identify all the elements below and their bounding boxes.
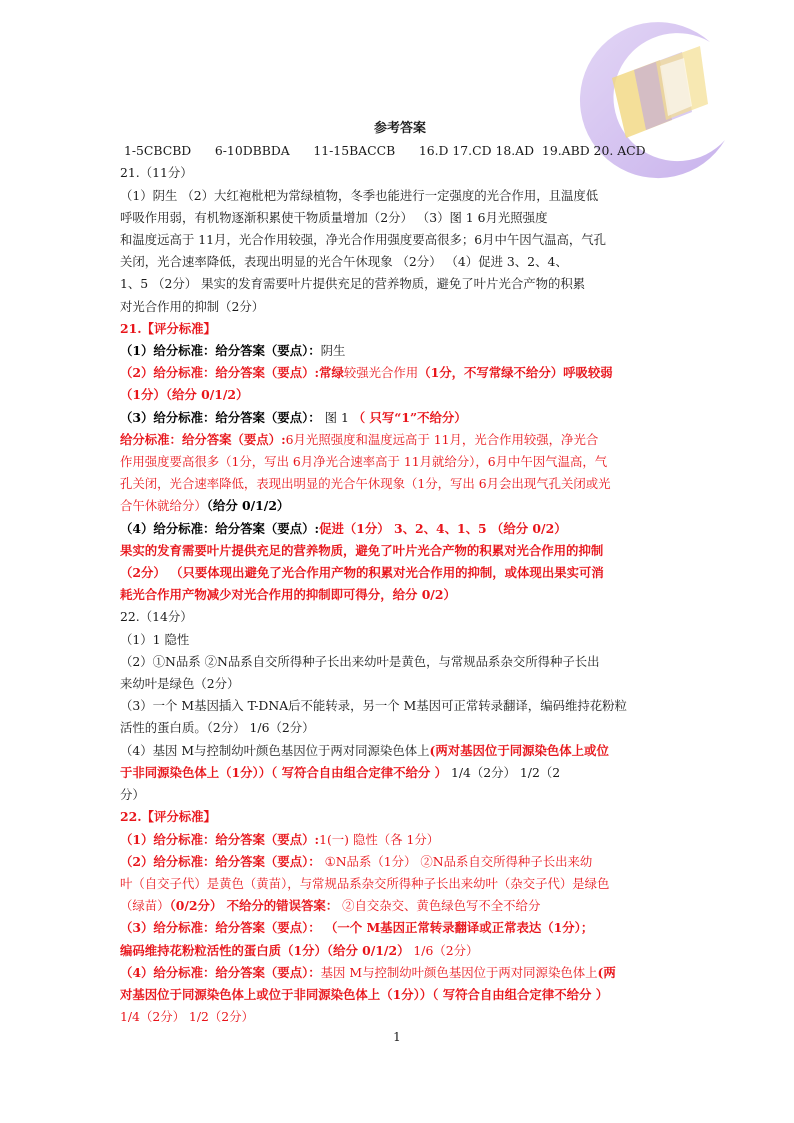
q22-line: （2）①N品系 ②N品系自交所得种子长出来幼叶是黄色，与常规品系杂交所得种子长出 (120, 653, 600, 669)
q21-line: 1、5 （2分） 果实的发育需要叶片提供充足的营养物质，避免了叶片光合产物的积累 (120, 276, 586, 292)
s21-part4-line: 果实的发育需要叶片提供充足的营养物质，避免了叶片光合产物的积累对光合作用的抑制 (120, 542, 604, 558)
q22-line: 来幼叶是绿色（2分） (120, 676, 240, 692)
criteria-label: （1）给分标准：给分答案（要点）: (120, 831, 320, 847)
s21-heading: 21.【评分标准】 (120, 320, 216, 336)
criteria-answer: （绿苗） (120, 898, 170, 914)
s21-part2-cont: （1分）（给分 0/1/2） (120, 387, 249, 403)
criteria-label: （3）给分标准：给分答案（要点）： (120, 409, 321, 425)
s22-part2-line: 叶（自交子代）是黄色（黄苗），与常规品系杂交所得种子长出来幼叶（杂交子代）是绿色 (120, 875, 610, 891)
answer-text: （4）基因 M与控制幼叶颜色基因位于两对同源染色体上 (120, 742, 430, 758)
criteria-note: （1分，不写常绿不给分）呼吸较弱 (418, 365, 613, 381)
criteria-answer: 1(一) 隐性（各 1分） (319, 831, 440, 847)
q22-line: 活性的蛋白质。（2分） 1/6（2分） (120, 720, 315, 736)
document-body (120, 118, 680, 1028)
criteria-label: （2）给分标准：给分答案（要点）： (120, 853, 321, 869)
criteria-answer: 基因 M与控制幼叶颜色基因位于两对同源染色体上 (320, 964, 598, 980)
criteria-answer: 阴生 (320, 343, 346, 359)
s21-part4-line: （2分） （只要体现出避免了光合作用产物的积累对光合作用的抑制，或体现出果实可消 (120, 565, 604, 581)
s22-part4 (120, 962, 680, 984)
q22-line: 分） (120, 787, 145, 803)
s21-part1 (120, 340, 680, 362)
s22-part1 (120, 829, 680, 851)
q21-line: 关闭，光合速率降低，表现出明显的光合午休现象 （2分） （4）促进 3、2、4、 (120, 254, 568, 270)
s21-part4 (120, 518, 680, 540)
answer-note: 于非同源染色体上（1分））（ 写符合自由组合定律不给分 ） (120, 764, 448, 780)
q22-line: （1）1 隐性 (120, 631, 190, 647)
criteria-answer: 促进（1分） 3、2、4、1、5 （给分 0/2） (319, 520, 567, 536)
q21-heading: 21.（11分） (120, 165, 193, 181)
criteria-note: （0/2分） 不给分的错误答案： (169, 898, 339, 914)
s21-part3-end (120, 495, 680, 517)
s21-part3 (120, 407, 680, 429)
criteria-answer: 6月光照强度和温度远高于 11月，光合作用较强，净光合 (285, 431, 599, 447)
q22-line (120, 740, 680, 762)
q22-line: （3）一个 M基因插入 T-DNA后不能转录，另一个 M基因可正常转录翻译，编码维持花粉粒 (120, 698, 627, 714)
criteria-answer: ①N品系（1分） ②N品系自交所得种子长出来幼 (320, 853, 593, 869)
choice-answers: 1-5CBCBD 6-10DBBDA 11-15BACCB 16.D 17.CD 18.AD 19.ABD 20. ACD (120, 143, 646, 159)
q21-line: 对光合作用的抑制（2分） (120, 298, 265, 314)
s21-part4-line: 耗光合作用产物减少对光合作用的抑制即可得分，给分 0/2） (120, 587, 456, 603)
criteria-answer: ②自交杂交、黄色绿色写不全不给分 (338, 898, 541, 914)
criteria-label: （4）给分标准：给分答案（要点）： (120, 964, 321, 980)
criteria-label: （2）给分标准：给分答案（要点）:常绿 (120, 365, 344, 381)
criteria-note: (两 (597, 964, 616, 980)
s21-part3-line: 作用强度要高很多（1分，写出 6月净光合速率高于 11月就给分），6月中午因气温高，气 (120, 454, 608, 470)
q21-line: （1）阴生 （2）大红袍枇杷为常绿植物，冬季也能进行一定强度的光合作用，且温度低 (120, 187, 599, 203)
answer-text: 1/4（2分） 1/2（2 (447, 764, 561, 780)
s22-part2 (120, 851, 680, 873)
criteria-answer: 较强光合作用 (343, 365, 419, 381)
s21-part2 (120, 362, 680, 384)
answer-note: (两对基因位于同源染色体上或位 (429, 742, 609, 758)
s22-part2-end (120, 895, 680, 917)
criteria-note: 编码维持花粉粒活性的蛋白质（1分）（给分 0/1/2） (120, 942, 410, 958)
s22-part3-line (120, 940, 680, 962)
q22-line (120, 762, 680, 784)
s22-heading: 22.【评分标准】 (120, 809, 216, 825)
q21-line: 呼吸作用弱，有机物逐渐积累使干物质量增加（2分） （3）图 1 6月光照强度 (120, 209, 548, 225)
s22-part4-end: 1/4（2分） 1/2（2分） (120, 1009, 254, 1025)
criteria-label: 给分标准：给分答案（要点）: (120, 431, 286, 447)
page-number: 1 (393, 1030, 401, 1044)
page-title: 参考答案 (373, 121, 426, 136)
s22-part4-line: 对基因位于同源染色体上或位于非同源染色体上（1分））（ 写符合自由组合定律不给分 ） (120, 986, 609, 1002)
criteria-label: （4）给分标准：给分答案（要点）: (120, 520, 320, 536)
criteria-answer: 合午休就给分） (120, 498, 207, 514)
q22-heading: 22.（14分） (120, 609, 193, 625)
criteria-score: （给分 0/1/2） (206, 498, 290, 514)
criteria-note: （ 只写“1”不给分） (352, 409, 467, 425)
s21-part3-detail (120, 429, 680, 451)
criteria-answer: 1/6（2分） (409, 942, 479, 958)
criteria-label: （1）给分标准：给分答案（要点）： (120, 343, 321, 359)
q21-line: 和温度远高于 11月，光合作用较强，净光合作用强度要高很多；6月中午因气温高，气孔 (120, 232, 607, 248)
s21-part3-line: 孔关闭，光合速率降低，表现出明显的光合午休现象（1分，写出 6月会出现气孔关闭或光 (120, 476, 611, 492)
s22-part3: （3）给分标准：给分答案（要点）： （一个 M基因正常转录翻译或正常表达（1分）； (120, 920, 594, 936)
criteria-answer: 图 1 (320, 409, 353, 425)
